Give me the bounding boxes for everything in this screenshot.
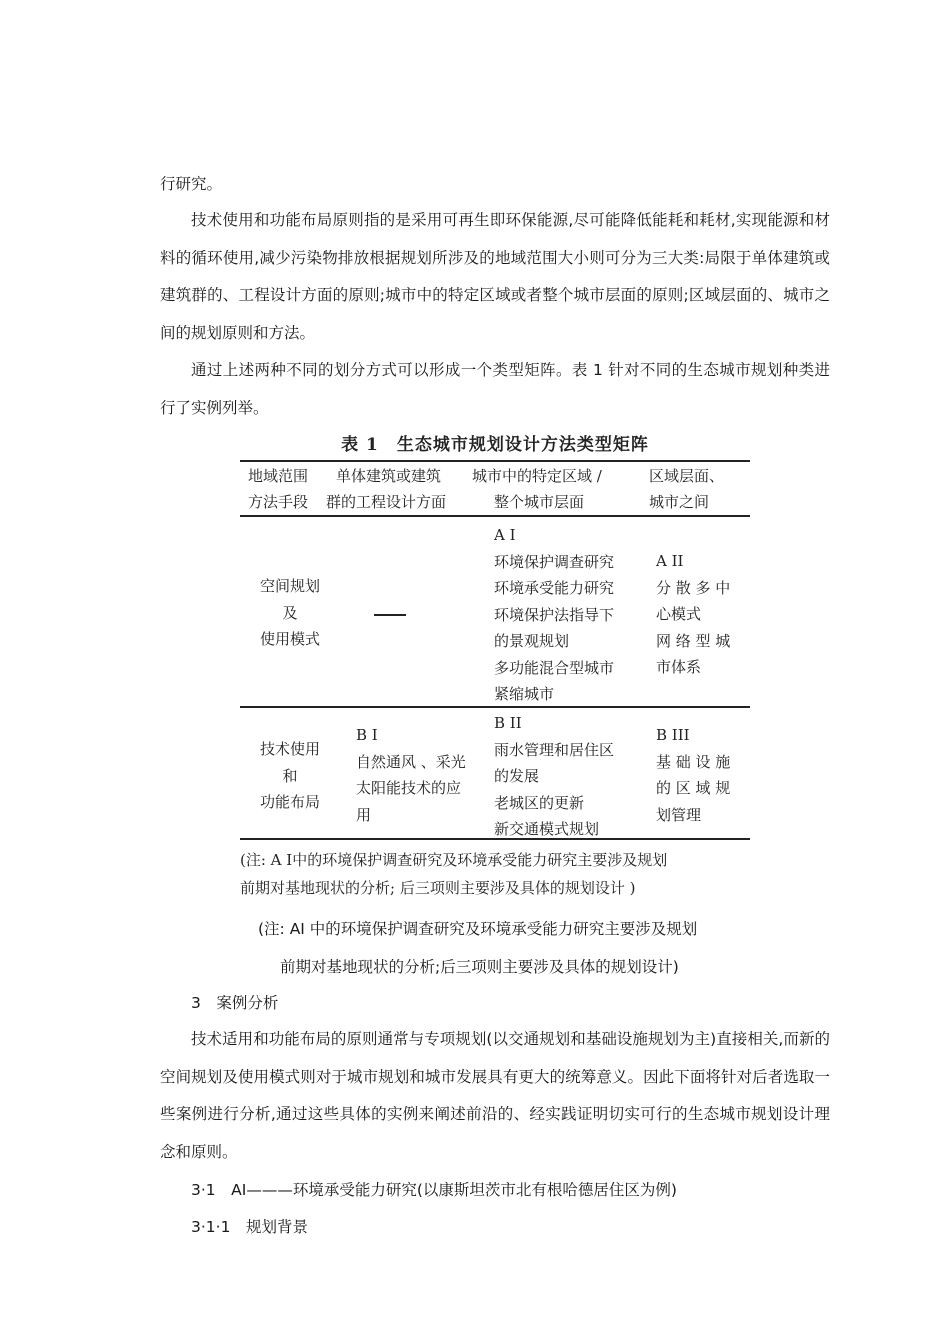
row1-col4-line: 网 络 型 城: [656, 631, 731, 650]
row1-label: [250, 573, 330, 653]
row1-col3-line: 环境保护调查研究: [494, 552, 615, 571]
table-note-line1: (注: A I中的环境保护调查研究及环境承受能力研究主要涉及规划: [240, 851, 668, 869]
row2-col4-line: B III: [656, 726, 690, 744]
row2-label: [250, 736, 330, 816]
table-note-line2: 前期对基地现状的分析; 后三项则主要涉及具体的规划设计 ): [240, 879, 636, 897]
row2-label-line1: 技术使用: [259, 740, 320, 758]
header-col1-line2: 方法手段: [248, 493, 309, 511]
caption-line1: (注: AI 中的环境保护调查研究及环境承受能力研究主要涉及规划: [258, 920, 698, 938]
header-col2-line2: 群的工程设计方面: [326, 493, 447, 511]
header-col3-line1: 城市中的特定区域 /: [472, 467, 602, 485]
row1-col4-line: 心模式: [656, 605, 702, 623]
row1-label-line2: 及: [282, 603, 298, 622]
paragraph-continuation: 行研究。: [160, 175, 223, 193]
header-col4-line2: 城市之间: [649, 493, 710, 511]
row2-col4: [656, 722, 730, 828]
paragraph-case-analysis: 技术适用和功能布局的原则通常与专项规划(以交通规划和基础设施规划为主)直接相关,而新的空间规划及使用模式则对于城市规划和城市发展具有更大的统筹意义。因此下面将针对后者选取一些案例进行分析,通过这些具体的实例来阐述前沿的、经实践证明切实可行的生态城市规划设计理念和原则。: [160, 1030, 830, 1161]
table-header-rule: [240, 515, 750, 517]
table-top-rule: [240, 460, 750, 462]
table-figure: [238, 426, 752, 904]
row1-col2-dash: [374, 614, 406, 616]
section-heading-3-1-1: 3·1·1 规划背景: [191, 1218, 308, 1236]
row2-col3: [494, 710, 614, 843]
row2-col4-line: 的 区 域 规: [656, 779, 731, 797]
row1-col3-line: 环境保护法指导下: [494, 605, 615, 624]
row1-col4-line: A II: [656, 552, 684, 570]
row2-col3-line: 的发展: [494, 767, 540, 785]
row1-col3-line: A I: [494, 526, 516, 544]
row1-col4-line: 市体系: [656, 658, 702, 676]
row2-label-line2: 和: [282, 766, 298, 785]
table-row-rule: [240, 706, 750, 708]
row1-col4-line: 分 散 多 中: [656, 578, 731, 597]
row2-col3-line: 新交通模式规划: [494, 820, 600, 838]
paragraph-principles: 技术使用和功能布局原则指的是采用可再生即环保能源,尽可能降低能耗和耗材,实现能源和材料的循环使用,减少污染物排放根据规划所涉及的地域范围大小则可分为三大类:局限于单体建筑或建筑群的、工程设计方面的原则;城市中的特定区域或者整个城市层面的原则;区域层面的、城市之间的规划原则和方法。: [160, 211, 830, 342]
row1-col4: [656, 548, 730, 681]
row1-col3-line: 多功能混合型城市: [494, 658, 615, 677]
row2-col3-line: 雨水管理和居住区: [494, 740, 615, 759]
row2-col2-line: 自然通风 、采光: [356, 752, 466, 771]
paragraph-matrix-intro: 通过上述两种不同的划分方式可以形成一个类型矩阵。表 1 针对不同的生态城市规划种类进行了实例列举。: [160, 361, 830, 417]
row2-col2: [356, 722, 466, 828]
row1-label-line3: 使用模式: [259, 630, 320, 648]
row2-col2-line: B I: [356, 726, 378, 744]
caption-line2: 前期对基地现状的分析;后三项则主要涉及具体的规划设计): [280, 958, 679, 976]
row1-col3-line: 环境承受能力研究: [494, 579, 615, 597]
row2-col2-line: 用: [356, 805, 372, 824]
row2-col3-line: 老城区的更新: [494, 793, 585, 812]
section-heading-3: 3 案例分析: [191, 994, 279, 1012]
row2-col4-line: 划管理: [656, 805, 702, 824]
table-bottom-rule: [240, 838, 750, 840]
table-title: 表 1 生态城市规划设计方法类型矩阵: [341, 435, 649, 455]
row2-col2-line: 太阳能技术的应: [356, 779, 462, 797]
row2-col3-line: B II: [494, 714, 522, 732]
header-col1-line1: 地域范围: [248, 467, 309, 485]
row1-label-line1: 空间规划: [259, 577, 320, 595]
header-col3-line2: 整个城市层面: [494, 493, 585, 511]
header-col4-line1: 区域层面、: [649, 467, 725, 485]
row2-label-line3: 功能布局: [259, 793, 320, 811]
row1-col3-line: 的景观规划: [494, 632, 570, 650]
row1-col3: [494, 522, 614, 708]
header-col2-line1: 单体建筑或建筑: [336, 467, 442, 485]
row2-col4-line: 基 础 设 施: [656, 752, 731, 771]
section-heading-3-1: 3·1 AI———环境承受能力研究(以康斯坦茨市北有根哈德居住区为例): [191, 1181, 677, 1199]
row1-col3-line: 紧缩城市: [494, 685, 555, 703]
